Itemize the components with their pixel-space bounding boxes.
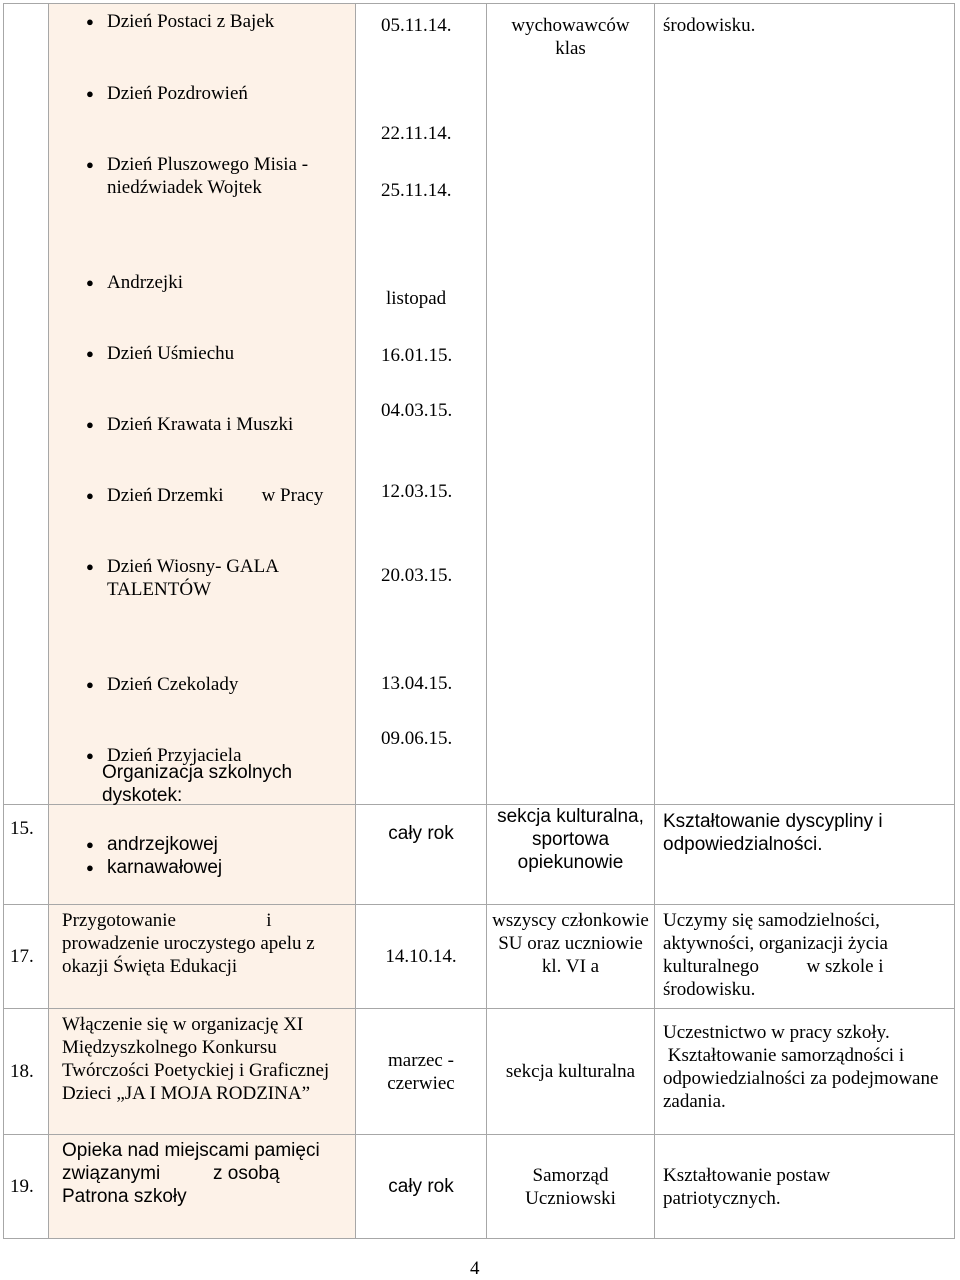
date-text: cały rok — [388, 1176, 454, 1197]
goal-cell — [655, 1135, 955, 1239]
task-text: Opieka nad miejscami pamięci związanymi z osobą Patrona szkoły — [62, 1140, 325, 1207]
row-number: 17. — [10, 946, 34, 967]
date-text: 05.11.14. — [381, 15, 452, 36]
responsible-text: sekcja kulturalna — [505, 1061, 636, 1082]
date-text: 20.03.15. — [381, 565, 453, 586]
list-item: ● Dzień Pluszowego Misia - niedźwiadek Wojtek — [49, 153, 327, 199]
event-list — [49, 805, 355, 879]
date-text: marzec - czerwiec — [387, 1049, 455, 1094]
task-cell — [49, 1009, 356, 1135]
row-number-cell — [4, 4, 49, 805]
date-cell — [356, 4, 487, 805]
event-list — [49, 4, 355, 766]
date-text: 16.01.15. — [381, 345, 453, 366]
date-text: listopad — [386, 288, 447, 309]
goal-cell — [655, 1009, 955, 1135]
task-text: Włączenie się w organizację XI Międzyszkolnego Konkursu Twórczości Poetyckiej i Graficznej Dzieci „JA I MOJA RODZINA” — [62, 1014, 330, 1104]
row-number: 19. — [10, 1176, 34, 1197]
list-item: ● Dzień Uśmiechu — [49, 342, 355, 365]
table-row — [4, 4, 955, 805]
list-item: ● Dzień Wiosny- GALA TALENTÓW — [49, 555, 307, 601]
list-item: ● karnawałowej — [49, 856, 355, 879]
date-text: cały rok — [388, 823, 454, 844]
table-row — [4, 1135, 955, 1239]
goal-text: Kształtowanie postaw patriotycznych. — [663, 1164, 831, 1209]
responsible-cell — [487, 1135, 655, 1239]
task-cell — [49, 1135, 356, 1239]
date-cell — [356, 1009, 487, 1135]
goal-cell — [655, 905, 955, 1009]
goal-text: Uczymy się samodzielności, aktywności, organizacji życia kulturalnego w szkole i środowisku. — [663, 910, 893, 1000]
table-row — [4, 905, 955, 1009]
date-text: 12.03.15. — [381, 481, 453, 502]
list-item: ● Dzień Drzemki w Pracy — [49, 484, 355, 507]
date-text: 04.03.15. — [381, 400, 453, 421]
events-table — [3, 3, 955, 1239]
row-number-cell — [4, 905, 49, 1009]
row-number: 15. — [10, 818, 34, 839]
list-item: ● Dzień Krawata i Muszki — [49, 413, 355, 436]
date-text: 09.06.15. — [381, 728, 453, 749]
task-title: Organizacja szkolnych dyskotek: — [102, 762, 293, 806]
row-number-cell — [4, 805, 49, 905]
date-text: 22.11.14. — [381, 123, 452, 144]
responsible-cell — [487, 4, 655, 805]
date-cell — [356, 805, 487, 905]
table-row — [4, 805, 955, 905]
date-text: 14.10.14. — [385, 946, 457, 967]
goal-text: Uczestnictwo w pracy szkoły. — [663, 1022, 890, 1043]
task-text: Przygotowanie i prowadzenie uroczystego apelu z okazji Święta Edukacji — [62, 910, 320, 977]
task-cell — [49, 905, 356, 1009]
list-item: ● Dzień Postaci z Bajek — [49, 10, 355, 33]
responsible-text: wszyscy członkowie SU oraz uczniowie kl. VI a — [492, 910, 649, 977]
responsible-cell — [487, 1009, 655, 1135]
table-row — [4, 1009, 955, 1135]
goal-text: Kształtowanie samorządności i odpowiedzialności za podejmowane zadania. — [663, 1045, 944, 1112]
date-cell — [356, 905, 487, 1009]
list-item: ● Dzień Pozdrowień — [49, 82, 355, 105]
goal-text: środowisku. — [663, 15, 756, 36]
row-number-cell — [4, 1135, 49, 1239]
task-cell — [49, 4, 356, 805]
responsible-text: wychowawców klas — [511, 15, 630, 59]
row-number: 18. — [10, 1061, 34, 1082]
date-text: 25.11.14. — [381, 180, 452, 201]
task-cell — [49, 805, 356, 905]
goal-text: Kształtowanie dyscypliny i odpowiedzialności. — [663, 811, 883, 855]
date-text: 13.04.15. — [381, 673, 453, 694]
responsible-text: sekcja kulturalna, sportowa opiekunowie — [497, 806, 644, 873]
goal-cell — [655, 805, 955, 905]
responsible-cell — [487, 905, 655, 1009]
list-item: ● Andrzejki — [49, 271, 355, 294]
row-number-cell — [4, 1009, 49, 1135]
responsible-cell — [487, 805, 655, 905]
goal-cell — [655, 4, 955, 805]
list-item: ● Dzień Przyjaciela — [49, 744, 355, 767]
list-item: ● Dzień Czekolady — [49, 673, 355, 696]
date-cell — [356, 1135, 487, 1239]
responsible-text: Samorząd Uczniowski — [525, 1164, 616, 1209]
page-number: 4 — [470, 1258, 480, 1279]
list-item: ● andrzejkowej — [49, 833, 355, 856]
